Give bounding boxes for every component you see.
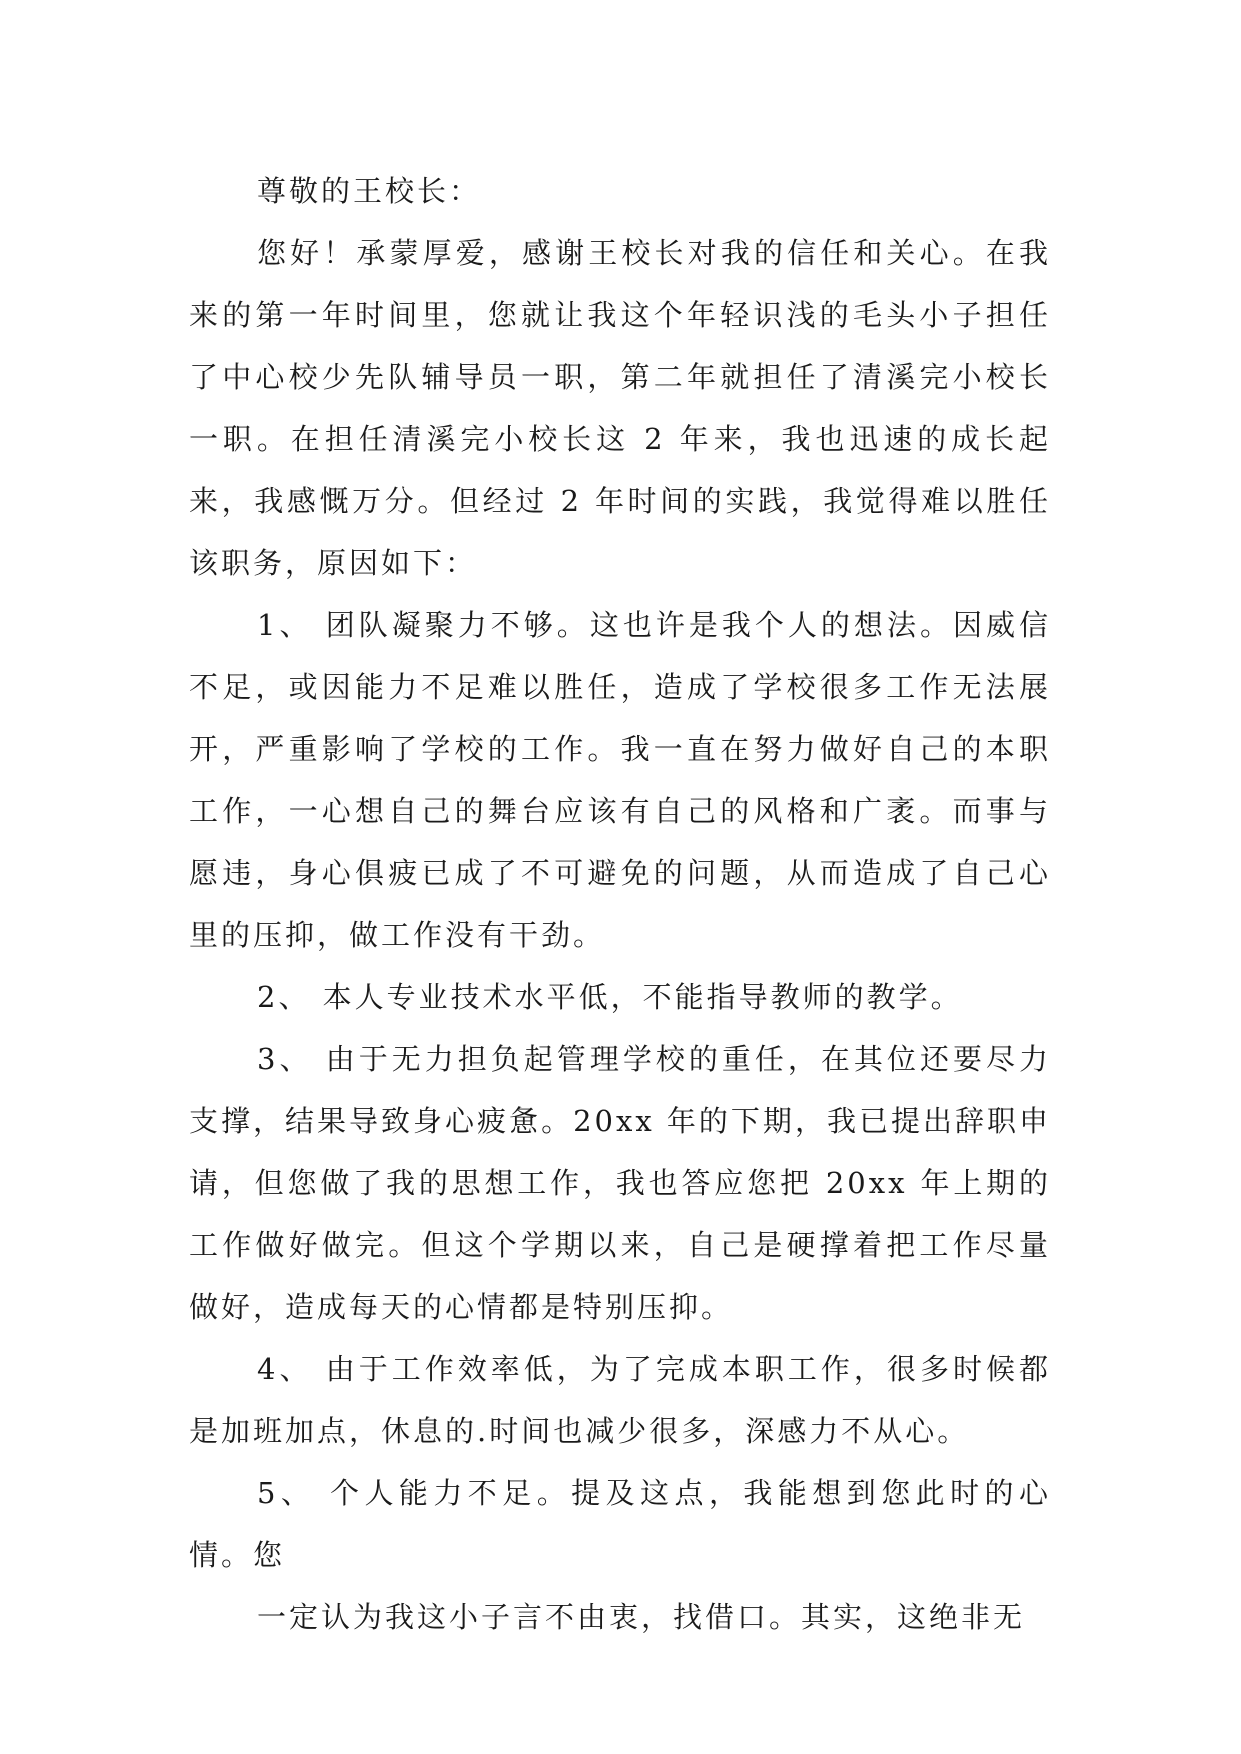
paragraph-reason-1: 1、 团队凝聚力不够。这也许是我个人的想法。因威信不足，或因能力不足难以胜任，造成了学校很多工作无法展开，严重影响了学校的工作。我一直在努力做好自己的本职工作，一心想自己的舞台应该有自己的风格和广袤。而事与愿违，身心俱疲已成了不可避免的问题，从而造成了自己心里的压抑，做工作没有干劲。 (189, 608, 1051, 952)
paragraph-continuation: 一定认为我这小子言不由衷，找借口。其实，这绝非无 (257, 1600, 1026, 1634)
letter-body (189, 160, 1051, 1648)
paragraph-reason-4: 4、 由于工作效率低，为了完成本职工作，很多时候都是加班加点，休息的.时间也减少很多，深感力不从心。 (189, 1352, 1051, 1448)
salutation: 尊敬的王校长： (257, 174, 482, 208)
paragraph-reason-3: 3、 由于无力担负起管理学校的重任，在其位还要尽力支撑，结果导致身心疲惫。20xx 年的下期，我已提出辞职申请，但您做了我的思想工作，我也答应您把 20xx 年上期的工作做好做完。但这个学期以来，自己是硬撑着把工作尽量做好，造成每天的心情都是特别压抑。 (189, 1042, 1051, 1324)
paragraph-reason-2: 2、 本人专业技术水平低，不能指导教师的教学。 (257, 980, 963, 1014)
paragraph-reason-5: 5、 个人能力不足。提及这点，我能想到您此时的心情。您 (189, 1476, 1051, 1572)
paragraph-greeting: 您好！承蒙厚爱，感谢王校长对我的信任和关心。在我来的第一年时间里，您就让我这个年轻识浅的毛头小子担任了中心校少先队辅导员一职，第二年就担任了清溪完小校长一职。在担任清溪完小校长这 2 年来，我也迅速的成长起来，我感慨万分。但经过 2 年时间的实践，我觉得难以胜任该职务，原因如下： (189, 236, 1051, 580)
